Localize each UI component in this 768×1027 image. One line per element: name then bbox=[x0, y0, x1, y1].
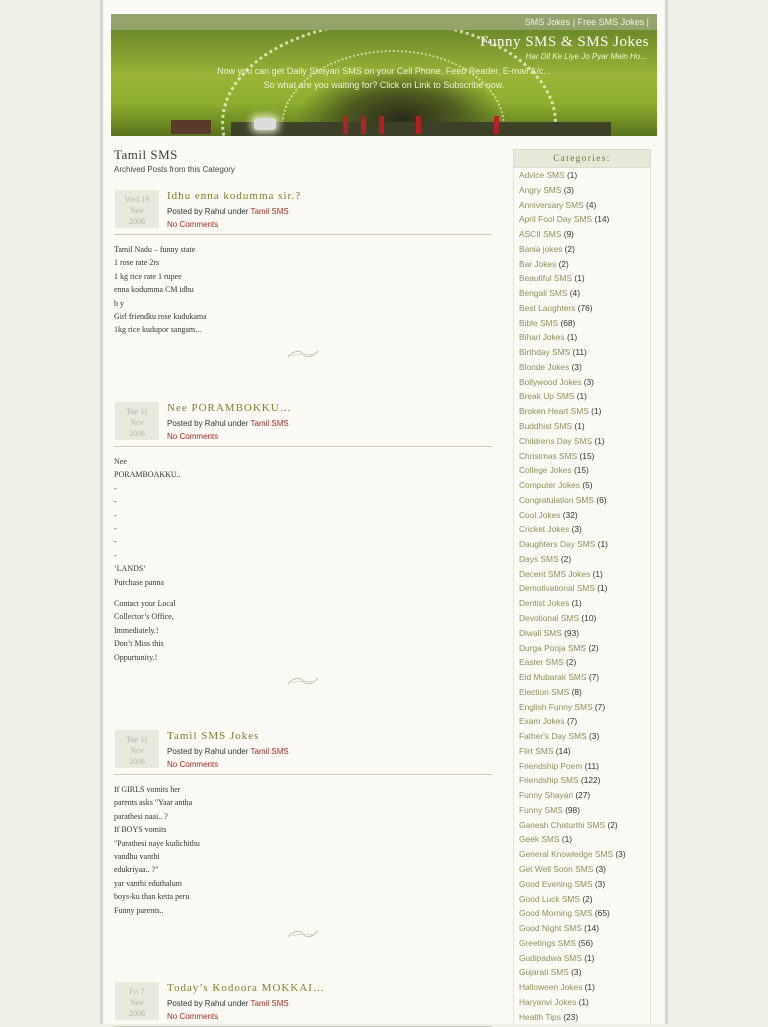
category-item bbox=[519, 271, 650, 286]
category-link[interactable]: Exam Jokes bbox=[519, 716, 565, 727]
post-line: ‘LANDS’ bbox=[114, 564, 146, 574]
category-count: (1) bbox=[576, 391, 587, 402]
post-line: 1kg rice kudupor sangam... bbox=[114, 325, 202, 335]
category-link[interactable]: Flirt SMS bbox=[519, 745, 554, 756]
category-link[interactable]: Diwali SMS bbox=[519, 627, 562, 638]
category-item bbox=[519, 286, 650, 301]
post-line: If GIRLS vomits her bbox=[114, 785, 181, 794]
category-item bbox=[519, 670, 650, 685]
category-item bbox=[519, 700, 650, 715]
category-link[interactable]: Bar Jokes bbox=[519, 258, 557, 269]
category-count: (7) bbox=[588, 672, 600, 683]
top-nav-links[interactable]: SMS Jokes | Free SMS Jokes | bbox=[524, 17, 649, 27]
swirl-divider-icon bbox=[114, 674, 492, 690]
category-link[interactable]: Easter SMS bbox=[519, 657, 564, 668]
category-count: (1) bbox=[561, 834, 573, 845]
post-line: - bbox=[114, 550, 117, 560]
category-item bbox=[519, 330, 650, 345]
category-count: (4) bbox=[586, 199, 597, 210]
category-count: (1) bbox=[597, 539, 608, 550]
category-count: (1) bbox=[571, 598, 582, 609]
category-item bbox=[519, 508, 650, 523]
category-item bbox=[519, 951, 650, 966]
category-count: (3) bbox=[571, 361, 582, 372]
categories-heading: Categories: bbox=[513, 149, 651, 168]
category-count: (4) bbox=[569, 288, 580, 299]
category-count: (15) bbox=[573, 465, 589, 476]
post-line: 1 kg rice rate 1 rupee bbox=[114, 271, 182, 281]
category-item bbox=[519, 168, 650, 183]
category-link[interactable]: Funny Shayari bbox=[519, 790, 573, 801]
category-link[interactable]: Cricket Jokes bbox=[519, 524, 570, 535]
category-count: (5) bbox=[582, 480, 593, 491]
category-item bbox=[519, 463, 650, 478]
post-line: Funny parents.. bbox=[114, 905, 164, 915]
category-item bbox=[519, 744, 650, 759]
category-item bbox=[519, 714, 650, 729]
category-link[interactable]: Health Tips bbox=[519, 1011, 561, 1022]
post-line: Purchase panna bbox=[114, 577, 164, 587]
category-item bbox=[519, 301, 650, 316]
archive-title: Tamil SMS bbox=[114, 147, 178, 162]
post-line: - bbox=[114, 483, 117, 493]
post-line: enna kodumma CM idhu bbox=[114, 285, 194, 295]
post-author-text: Posted by Rahul under bbox=[167, 207, 249, 216]
post-line: parathesi naai.. ? bbox=[114, 811, 168, 821]
category-count: (3) bbox=[571, 524, 582, 535]
category-item bbox=[519, 862, 650, 877]
category-link[interactable]: Good Night SMS bbox=[519, 923, 582, 934]
category-item bbox=[519, 567, 650, 582]
category-link[interactable]: Bania jokes bbox=[519, 243, 563, 254]
category-count: (3) bbox=[595, 863, 606, 874]
post-body bbox=[114, 455, 492, 664]
category-count: (2) bbox=[558, 258, 569, 269]
category-count: (1) bbox=[584, 982, 595, 993]
category-link[interactable]: Demotivational SMS bbox=[519, 583, 595, 594]
category-count: (3) bbox=[583, 376, 594, 387]
archive-subtitle: Archived Posts from this Category bbox=[114, 165, 235, 174]
category-item bbox=[519, 493, 650, 508]
category-item bbox=[519, 921, 650, 936]
category-link[interactable]: Election SMS bbox=[519, 686, 570, 697]
category-item bbox=[519, 936, 650, 951]
site-tagline: Har Dil Ke Liye Jo Pyar Mein Ho... bbox=[525, 52, 647, 61]
post-meta bbox=[167, 999, 289, 1008]
post-line: Contact your Local bbox=[114, 599, 176, 609]
category-count: (56) bbox=[578, 937, 594, 948]
category-link[interactable]: Childrens Day SMS bbox=[519, 435, 593, 446]
category-item bbox=[519, 257, 650, 272]
category-count: (3) bbox=[571, 967, 582, 978]
category-item bbox=[519, 1010, 650, 1025]
header-banner bbox=[111, 30, 657, 136]
post-line: - bbox=[114, 537, 117, 547]
subscribe-blurb-line2[interactable]: So what are you waiting for? Click on Link to Subscribe now. bbox=[263, 80, 505, 90]
category-count: (2) bbox=[588, 642, 599, 653]
category-count: (6) bbox=[596, 494, 607, 505]
category-count: (1) bbox=[566, 332, 578, 343]
category-count: (2) bbox=[560, 553, 572, 564]
post-header bbox=[114, 190, 492, 235]
category-item bbox=[519, 404, 650, 419]
category-count: (1) bbox=[578, 996, 589, 1007]
post-header bbox=[114, 402, 492, 447]
category-count: (2) bbox=[566, 657, 577, 668]
category-link[interactable]: Advice SMS bbox=[519, 170, 565, 180]
category-link[interactable]: Birthday SMS bbox=[519, 347, 571, 358]
category-count: (10) bbox=[581, 612, 597, 623]
post-line: boys-ku than ketta peru bbox=[114, 892, 190, 902]
category-item bbox=[519, 345, 650, 360]
post-author-text: Posted by Rahul under bbox=[167, 999, 249, 1008]
post-author-text: Posted by Rahul under bbox=[167, 747, 249, 756]
category-count: (14) bbox=[555, 745, 571, 756]
barrier-post bbox=[361, 116, 366, 134]
subscribe-blurb-line1: Now you can get Daily Shayari SMS on your Cell Phone, Feed Reader, E-mail A/c... bbox=[217, 66, 551, 76]
category-link[interactable]: Bengali SMS bbox=[519, 288, 568, 299]
category-count: (68) bbox=[560, 317, 576, 328]
category-item bbox=[519, 788, 650, 803]
category-item bbox=[519, 212, 650, 227]
category-count: (1) bbox=[597, 583, 608, 594]
post-paragraph bbox=[114, 243, 492, 337]
category-link[interactable]: Gujarati SMS bbox=[519, 967, 569, 978]
category-count: (2) bbox=[564, 243, 575, 254]
category-link[interactable]: Funny SMS bbox=[519, 804, 563, 815]
category-count: (15) bbox=[579, 450, 595, 461]
category-count: (9) bbox=[563, 229, 574, 240]
post-category-link[interactable]: Tamil SMS bbox=[250, 999, 289, 1008]
post-meta bbox=[167, 747, 289, 756]
category-item bbox=[519, 892, 650, 907]
category-item bbox=[519, 375, 650, 390]
category-item bbox=[519, 655, 650, 670]
category-link[interactable]: Broken Heart SMS bbox=[519, 406, 589, 417]
post-category-link[interactable]: Tamil SMS bbox=[250, 207, 289, 216]
category-link[interactable]: Halloween Jokes bbox=[519, 982, 583, 993]
post-category-link[interactable]: Tamil SMS bbox=[250, 419, 289, 428]
category-link[interactable]: Father's Day SMS bbox=[519, 731, 587, 742]
post-date bbox=[115, 982, 159, 1020]
category-item bbox=[519, 316, 650, 331]
category-link[interactable]: Christmas SMS bbox=[519, 450, 578, 461]
category-link[interactable]: Durga Pooja SMS bbox=[519, 642, 587, 653]
post-line: Collector’s Office, bbox=[114, 612, 174, 622]
post-title-link[interactable]: Idhu enna kodumma sir.? bbox=[167, 190, 302, 202]
category-item bbox=[519, 552, 650, 567]
category-count: (1) bbox=[591, 406, 602, 417]
category-item bbox=[519, 685, 650, 700]
category-item bbox=[519, 832, 650, 847]
category-count: (14) bbox=[594, 214, 610, 225]
category-count: (98) bbox=[565, 804, 580, 815]
post-date-part: Nov bbox=[130, 746, 144, 755]
category-link[interactable]: Friendship SMS bbox=[519, 775, 579, 786]
post-date-part: Wed 19 bbox=[124, 195, 150, 204]
post-line: If BOYS vomits bbox=[114, 825, 167, 835]
category-link[interactable]: College Jokes bbox=[519, 465, 572, 476]
category-link[interactable]: ASCII SMS bbox=[519, 229, 562, 240]
category-item bbox=[519, 773, 650, 788]
post-body bbox=[114, 243, 492, 337]
top-nav-bar bbox=[111, 14, 657, 30]
category-link[interactable]: Bollywood Jokes bbox=[519, 376, 582, 387]
category-link[interactable]: Best Laughters bbox=[519, 302, 576, 313]
post-line: Oppurtunity.! bbox=[114, 652, 158, 662]
category-item bbox=[519, 641, 650, 656]
category-count: (2) bbox=[607, 819, 618, 830]
post-paragraph bbox=[114, 783, 492, 917]
post-date-part: 2008 bbox=[129, 1009, 145, 1018]
category-link[interactable]: Beautiful SMS bbox=[519, 273, 573, 284]
category-link[interactable]: Greetings SMS bbox=[519, 937, 576, 948]
category-link[interactable]: Geek SMS bbox=[519, 834, 560, 845]
category-link[interactable]: Haryanvi Jokes bbox=[519, 996, 577, 1007]
category-count: (11) bbox=[572, 347, 587, 358]
post-line: PORAMBOAKKU.. bbox=[114, 470, 181, 480]
post-author-text: Posted by Rahul under bbox=[167, 419, 249, 428]
site-title[interactable]: Funny SMS & SMS Jokes bbox=[480, 34, 649, 50]
post-date-part: 2008 bbox=[129, 429, 145, 438]
category-link[interactable]: Ganesh Chaturthi SMS bbox=[519, 819, 606, 830]
post-title-link[interactable]: Tamil SMS Jokes bbox=[167, 730, 260, 742]
category-item bbox=[519, 626, 650, 641]
category-link[interactable]: April Fool Day SMS bbox=[519, 214, 593, 225]
post-line: - bbox=[114, 497, 117, 507]
post-date bbox=[115, 190, 159, 228]
category-count: (3) bbox=[589, 731, 600, 742]
barrier-post bbox=[416, 116, 421, 134]
category-count: (3) bbox=[615, 849, 626, 860]
category-link[interactable]: Eid Mubarak SMS bbox=[519, 672, 587, 683]
post-line: - bbox=[114, 524, 117, 534]
post-line: Tamil Nadu – funny state bbox=[114, 245, 196, 254]
post-date-part: 2008 bbox=[129, 757, 145, 766]
category-count: (7) bbox=[566, 716, 578, 727]
barrier-post bbox=[494, 116, 499, 134]
post-meta bbox=[167, 207, 289, 216]
category-item bbox=[519, 360, 650, 375]
main-content bbox=[114, 145, 492, 188]
category-count: (1) bbox=[592, 568, 603, 579]
category-count: (2) bbox=[582, 893, 593, 904]
category-count: (7) bbox=[594, 701, 606, 712]
category-item bbox=[519, 537, 650, 552]
category-link[interactable]: Decent SMS Jokes bbox=[519, 568, 591, 579]
post bbox=[114, 190, 492, 363]
category-count: (1) bbox=[566, 170, 578, 180]
post-date-part: Fri 7 bbox=[129, 987, 145, 996]
post-line: b y bbox=[114, 298, 124, 308]
post-date-part: Nov bbox=[130, 418, 144, 427]
swirl-divider-icon bbox=[114, 927, 492, 943]
post-line: - bbox=[114, 510, 117, 520]
category-item bbox=[519, 389, 650, 404]
post-comments-link[interactable]: No Comments bbox=[167, 432, 219, 441]
post-body bbox=[114, 783, 492, 917]
category-link[interactable]: Dentist Jokes bbox=[519, 598, 570, 609]
category-count: (32) bbox=[562, 509, 578, 520]
category-list bbox=[513, 168, 651, 1024]
post bbox=[114, 982, 492, 1027]
category-item bbox=[519, 478, 650, 493]
category-count: (1) bbox=[574, 273, 585, 284]
car-decoration bbox=[254, 118, 276, 130]
category-link[interactable]: Daughters Day SMS bbox=[519, 539, 596, 550]
category-link[interactable]: Good Morning SMS bbox=[519, 908, 593, 919]
category-item bbox=[519, 242, 650, 257]
category-link[interactable]: Days SMS bbox=[519, 553, 559, 564]
category-link[interactable]: Break Up SMS bbox=[519, 391, 575, 402]
category-count: (23) bbox=[563, 1011, 579, 1022]
category-link[interactable]: Anniversary SMS bbox=[519, 199, 584, 210]
category-link[interactable]: Congratulation SMS bbox=[519, 494, 594, 505]
category-count: (1) bbox=[584, 952, 595, 963]
post-header bbox=[114, 730, 492, 775]
category-link[interactable]: Buddhist SMS bbox=[519, 421, 573, 432]
category-link[interactable]: Blonde Jokes bbox=[519, 361, 570, 372]
category-link[interactable]: General Knowledge SMS bbox=[519, 849, 614, 860]
post-line: Immediately.! bbox=[114, 625, 159, 635]
category-count: (8) bbox=[571, 686, 582, 697]
post-line: Girl friendku rose kudukama bbox=[114, 312, 207, 322]
category-item bbox=[519, 803, 650, 818]
post bbox=[114, 402, 492, 690]
category-link[interactable]: Bihari Jokes bbox=[519, 332, 565, 343]
post-line: parents asks "Yaar antha bbox=[114, 798, 193, 808]
category-item bbox=[519, 419, 650, 434]
category-link[interactable]: Get Well Soon SMS bbox=[519, 863, 594, 874]
post-comments-link[interactable]: No Comments bbox=[167, 1012, 219, 1021]
category-link[interactable]: Computer Jokes bbox=[519, 480, 580, 491]
category-link[interactable]: Good Luck SMS bbox=[519, 893, 580, 904]
post-meta bbox=[167, 419, 289, 428]
category-item bbox=[519, 227, 650, 242]
category-item bbox=[519, 729, 650, 744]
post-line: 1 rose rate 2rs bbox=[114, 258, 160, 268]
post bbox=[114, 730, 492, 943]
category-item bbox=[519, 522, 650, 537]
category-count: (1) bbox=[574, 421, 585, 432]
category-link[interactable]: Cool Jokes bbox=[519, 509, 561, 520]
swirl-divider-icon bbox=[114, 347, 492, 363]
post-comments-link[interactable]: No Comments bbox=[167, 760, 219, 769]
category-link[interactable]: Friendship Poem bbox=[519, 760, 583, 771]
post-date bbox=[115, 402, 159, 440]
category-item bbox=[519, 759, 650, 774]
post-header bbox=[114, 982, 492, 1027]
post-category-link[interactable]: Tamil SMS bbox=[250, 747, 289, 756]
post-comments-link[interactable]: No Comments bbox=[167, 220, 219, 229]
sign-decoration bbox=[171, 120, 211, 134]
post-date-part: Nov bbox=[130, 998, 144, 1007]
barrier-post bbox=[343, 116, 348, 134]
category-link[interactable]: Bible SMS bbox=[519, 317, 559, 328]
category-link[interactable]: Angry SMS bbox=[519, 184, 562, 195]
post-title-link[interactable]: Nee PORAMBOKKU… bbox=[167, 402, 292, 414]
category-count: (76) bbox=[577, 302, 593, 313]
category-count: (65) bbox=[594, 908, 610, 919]
category-item bbox=[519, 198, 650, 213]
category-count: (14) bbox=[584, 923, 600, 934]
road-decoration bbox=[231, 122, 611, 136]
category-count: (3) bbox=[594, 878, 606, 889]
post-line: Don’t Miss this bbox=[114, 639, 164, 649]
post-title-link[interactable]: Today’s Kodoora MOKKAI… bbox=[167, 982, 325, 994]
category-item bbox=[519, 596, 650, 611]
category-item bbox=[519, 581, 650, 596]
post-date-part: Tue 11 bbox=[126, 735, 148, 744]
category-count: (122) bbox=[580, 775, 601, 786]
category-link[interactable]: Gudipadwa SMS bbox=[519, 952, 582, 963]
category-count: (93) bbox=[564, 627, 580, 638]
post-paragraph bbox=[114, 597, 492, 664]
category-item bbox=[519, 980, 650, 995]
category-link[interactable]: Good Evening SMS bbox=[519, 878, 593, 889]
post-date bbox=[115, 730, 159, 768]
category-item bbox=[519, 877, 650, 892]
category-link[interactable]: Devotional SMS bbox=[519, 612, 580, 623]
post-date-part: Tue 11 bbox=[126, 407, 148, 416]
post-line: vandhu vanthi bbox=[114, 852, 160, 862]
post-date-part: Nov bbox=[130, 206, 144, 215]
category-item bbox=[519, 434, 650, 449]
post-line: edukriyaa.. ?" bbox=[114, 865, 159, 875]
category-item bbox=[519, 818, 650, 833]
barrier-post bbox=[379, 116, 384, 134]
category-count: (1) bbox=[594, 435, 605, 446]
category-link[interactable]: English Funny SMS bbox=[519, 701, 593, 712]
post-line: "Parathesi naye kudichithu bbox=[114, 838, 200, 848]
sidebar bbox=[513, 149, 651, 1024]
category-item bbox=[519, 906, 650, 921]
category-item bbox=[519, 611, 650, 626]
category-count: (3) bbox=[563, 184, 574, 195]
category-item bbox=[519, 995, 650, 1010]
category-item bbox=[519, 183, 650, 198]
post-paragraph bbox=[114, 455, 492, 589]
category-count: (27) bbox=[575, 790, 591, 801]
category-item bbox=[519, 965, 650, 980]
post-line: yar vanthi eduthalum bbox=[114, 878, 182, 888]
post-line: Nee bbox=[114, 457, 127, 466]
post-date-part: 2008 bbox=[129, 217, 145, 226]
category-count: (11) bbox=[584, 760, 599, 771]
category-item bbox=[519, 847, 650, 862]
category-item bbox=[519, 449, 650, 464]
